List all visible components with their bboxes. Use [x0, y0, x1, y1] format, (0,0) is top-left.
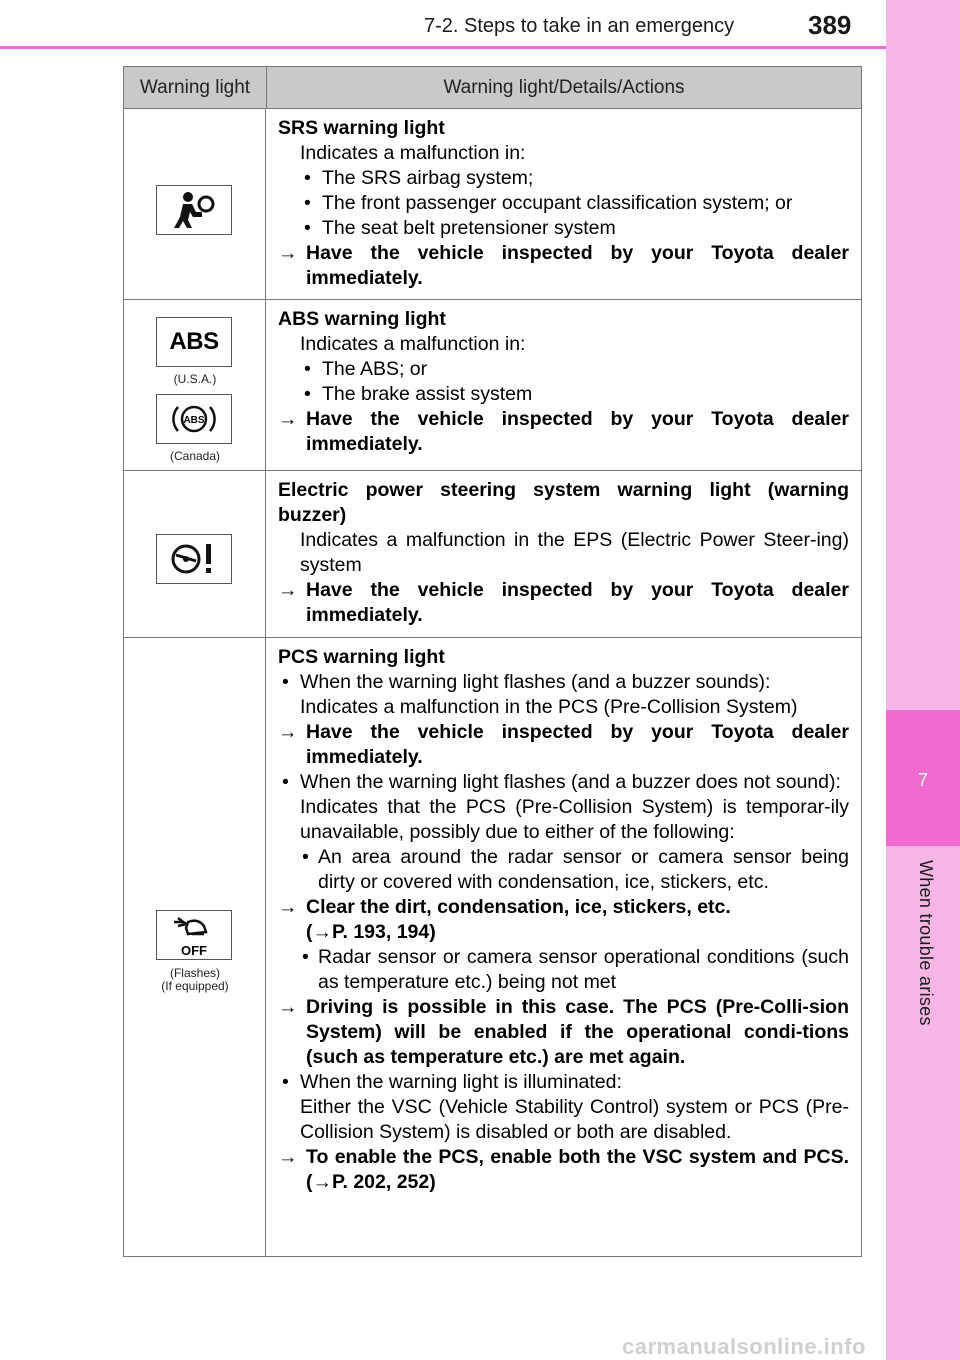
column-header-warning-light: Warning light — [124, 67, 267, 108]
arrow-icon: → — [278, 242, 298, 264]
icon-cell — [124, 638, 266, 1256]
table-row-srs — [124, 109, 861, 300]
action-item — [278, 895, 849, 945]
section-title: 7-2. Steps to take in an emergency — [424, 15, 735, 37]
page-reference-link[interactable]: P. 193, 194) — [332, 921, 436, 943]
watermark: carmanualsonline.info — [622, 1334, 866, 1359]
arrow-icon: → — [278, 896, 298, 918]
arrow-icon: → — [278, 721, 298, 743]
abs-canada-icon — [156, 394, 232, 444]
chapter-label: When trouble arises — [916, 860, 936, 1026]
abs-icon — [156, 317, 232, 367]
action-item — [278, 1145, 849, 1195]
list-item: • The brake assist system — [300, 382, 849, 407]
page-header — [0, 0, 886, 48]
arrow-icon: → — [312, 921, 332, 943]
detail-text: Indicates a malfunction in the EPS (Electric Power Steer-ing) system — [300, 529, 849, 576]
list-item: • The front passenger occupant classification system; or — [300, 191, 849, 216]
detail-text: Indicates a malfunction in: — [300, 333, 526, 355]
action-item — [278, 241, 849, 291]
warning-title: SRS warning light — [278, 117, 445, 139]
action-text: Have the vehicle inspected by your Toyota dealer immediately. — [306, 721, 849, 768]
header-rule — [0, 46, 886, 49]
arrow-icon: → — [278, 408, 298, 430]
detail-text: Either the VSC (Vehicle Stability Control) system or PCS (Pre-Collision System) is disabled or both are disabled. — [300, 1096, 849, 1143]
chapter-number: 7 — [917, 770, 928, 790]
abs-canada-icon-text: ABS — [183, 415, 205, 426]
pcs-off-icon — [156, 910, 232, 960]
abs-icon-text: ABS — [169, 328, 219, 355]
list-item: • The SRS airbag system; — [300, 166, 849, 191]
action-text: Have the vehicle inspected by your Toyota dealer immediately. — [306, 408, 849, 455]
details-cell — [266, 300, 861, 470]
table-header — [124, 67, 861, 109]
arrow-icon: → — [278, 996, 298, 1018]
action-item — [278, 578, 849, 628]
icon-cell — [124, 471, 266, 637]
list-item: • An area around the radar sensor or camera sensor being dirty or covered with condensation, ice, stickers, etc. — [300, 845, 849, 895]
list-item: • When the warning light flashes (and a buzzer sounds): — [278, 670, 849, 695]
icon-cell — [124, 109, 266, 299]
pcs-off-icon-text: OFF — [181, 943, 207, 958]
warning-title: PCS warning light — [278, 646, 445, 668]
warning-title: ABS warning light — [278, 308, 446, 330]
details-cell — [266, 638, 861, 1256]
srs-airbag-icon — [156, 185, 232, 235]
chapter-tab[interactable] — [886, 710, 960, 846]
details-cell — [266, 471, 861, 637]
action-text: Have the vehicle inspected by your Toyota dealer immediately. — [306, 579, 849, 626]
list-item: • The seat belt pretensioner system — [300, 216, 849, 241]
page-number: 389 — [808, 10, 852, 40]
arrow-icon: → — [278, 1146, 298, 1168]
list-item: • Radar sensor or camera sensor operational conditions (such as temperature etc.) being not met — [300, 945, 849, 995]
icon-caption: (Canada) — [169, 449, 221, 463]
arrow-icon: → — [312, 1171, 332, 1193]
table-row-eps — [124, 471, 861, 638]
arrow-icon: → — [278, 579, 298, 601]
action-item — [278, 995, 849, 1070]
column-header-details: Warning light/Details/Actions — [443, 76, 685, 98]
warning-title: Electric power steering system warning light (warning buzzer) — [278, 479, 849, 526]
warning-light-table — [123, 66, 862, 1257]
icon-caption: (U.S.A.) — [173, 372, 217, 386]
action-text: To enable the PCS, enable both the VSC system and PCS. ( — [306, 1146, 849, 1193]
icon-caption: (If equipped) — [161, 979, 229, 993]
eps-steering-icon — [156, 534, 232, 584]
page-ref-open: ( — [306, 921, 313, 943]
detail-text: Indicates that the PCS (Pre-Collision System) is temporar-ily unavailable, possibly due to either of the following: — [300, 796, 849, 843]
side-tab — [886, 0, 960, 1360]
page-reference-link[interactable]: P. 202, 252) — [332, 1171, 436, 1193]
action-text: Clear the dirt, condensation, ice, stickers, etc. — [306, 896, 731, 918]
detail-text: Indicates a malfunction in the PCS (Pre-Collision System) — [300, 696, 798, 718]
details-cell — [266, 109, 861, 299]
icon-cell — [124, 300, 266, 470]
list-item: • When the warning light is illuminated: — [278, 1070, 849, 1095]
action-item — [278, 720, 849, 770]
table-row-abs — [124, 300, 861, 471]
list-item: • The ABS; or — [300, 357, 849, 382]
list-item: • When the warning light flashes (and a buzzer does not sound): — [278, 770, 849, 795]
action-text: Driving is possible in this case. The PCS (Pre-Colli-sion System) will be enabled if the operational condi-tions (such as temperature etc.) are met again. — [306, 996, 849, 1068]
action-text: Have the vehicle inspected by your Toyota dealer immediately. — [306, 242, 849, 289]
action-item — [278, 407, 849, 457]
table-row-pcs — [124, 638, 861, 1256]
detail-text: Indicates a malfunction in: — [300, 142, 526, 164]
icon-caption: (Flashes) — [169, 966, 220, 980]
